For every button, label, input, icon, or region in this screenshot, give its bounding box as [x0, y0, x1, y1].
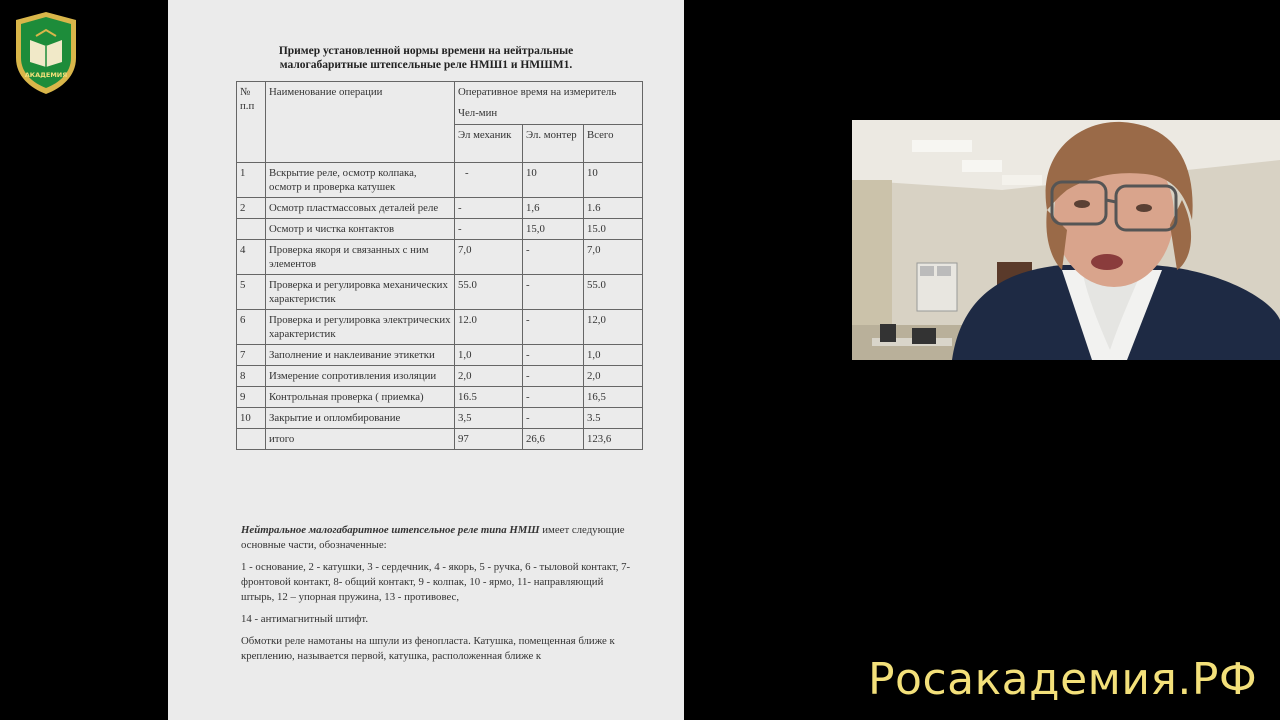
cell-electromechanic: -	[455, 219, 523, 240]
table-row	[237, 408, 643, 429]
cell-operation: Осмотр и чистка контактов	[266, 219, 455, 240]
cell-electrician: 10	[523, 163, 584, 198]
table-row	[237, 366, 643, 387]
cell-number	[237, 429, 266, 450]
title-line-1: Пример установленной нормы времени на нейтральные	[278, 45, 574, 57]
header-number: № п.п	[237, 82, 266, 163]
title-line-2: малогабаритные штепсельные реле НМШ1 и НМШМ1.	[279, 59, 573, 71]
cell-electromechanic: 97	[455, 429, 523, 450]
cell-number: 2	[237, 198, 266, 219]
cell-total: 1.6	[584, 198, 643, 219]
table-row	[237, 219, 643, 240]
cell-electrician: 1,6	[523, 198, 584, 219]
cell-total: 1,0	[584, 345, 643, 366]
cell-electrician: -	[523, 240, 584, 275]
header-operating-time	[455, 82, 643, 125]
paragraph-parts-list: 1 - основание, 2 - катушки, 3 - сердечник, 4 - якорь, 5 - ручка, 6 - тыловой контакт, 7- фронтовой контакт, 8- общий контакт, 9 - колпак, 10 - ярмо, 11- направляющий штырь, 12 – упорная пружина, 13 - противовес,	[241, 561, 631, 603]
cell-operation: Заполнение и наклеивание этикетки	[266, 345, 455, 366]
header-time-label: Оперативное время на измеритель	[458, 86, 617, 98]
cell-electrician: -	[523, 387, 584, 408]
cell-number: 9	[237, 387, 266, 408]
cell-number: 10	[237, 408, 266, 429]
cell-total: 16,5	[584, 387, 643, 408]
cell-number: 1	[237, 163, 266, 198]
table-header-row	[237, 82, 643, 125]
cell-operation: итого	[266, 429, 455, 450]
cell-operation: Закрытие и опломбирование	[266, 408, 455, 429]
paragraph-intro	[241, 523, 636, 553]
cell-electrician: -	[523, 310, 584, 345]
cell-number: 8	[237, 366, 266, 387]
cell-operation: Контрольная проверка ( приемка)	[266, 387, 455, 408]
cell-total: 55.0	[584, 275, 643, 310]
cell-electromechanic: 3,5	[455, 408, 523, 429]
table-row	[237, 429, 643, 450]
logo-text: АКАДЕМИЯ	[24, 71, 68, 79]
intro-rest: имеет следующие основные части, обозначенные:	[241, 524, 625, 551]
cell-electromechanic: 2,0	[455, 366, 523, 387]
cell-total: 7,0	[584, 240, 643, 275]
cell-operation: Осмотр пластмассовых деталей реле	[266, 198, 455, 219]
table-row	[237, 310, 643, 345]
cell-number: 5	[237, 275, 266, 310]
cell-total: 12,0	[584, 310, 643, 345]
relay-type-bold: Нейтральное малогабаритное штепсельное реле типа НМШ	[241, 524, 540, 536]
table-row	[237, 198, 643, 219]
cell-operation: Проверка якоря и связанных с ним элементов	[266, 240, 455, 275]
cell-electrician: -	[523, 408, 584, 429]
subheader-electromechanic: Эл механик	[455, 125, 523, 163]
table-row	[237, 275, 643, 310]
cell-electrician: 26,6	[523, 429, 584, 450]
cell-number: 7	[237, 345, 266, 366]
cell-operation: Вскрытие реле, осмотр колпака, осмотр и проверка катушек	[266, 163, 455, 198]
cell-operation: Проверка и регулировка электрических характеристик	[266, 310, 455, 345]
relay-description	[241, 523, 636, 671]
cell-electromechanic: 55.0	[455, 275, 523, 310]
cell-electromechanic: -	[455, 163, 523, 198]
cell-number	[237, 219, 266, 240]
cell-electromechanic: 7,0	[455, 240, 523, 275]
cell-operation: Проверка и регулировка механических характеристик	[266, 275, 455, 310]
subheader-electrician: Эл. монтер	[523, 125, 584, 163]
cell-total: 3.5	[584, 408, 643, 429]
subheader-total: Всего	[584, 125, 643, 163]
cell-number: 4	[237, 240, 266, 275]
cell-electromechanic: 12.0	[455, 310, 523, 345]
cell-electromechanic: -	[455, 198, 523, 219]
brand-watermark: Росакадемия.РФ	[868, 654, 1258, 705]
cell-total: 15.0	[584, 219, 643, 240]
cell-electrician: -	[523, 345, 584, 366]
cell-operation: Измерение сопротивления изоляции	[266, 366, 455, 387]
cell-electrician: 15,0	[523, 219, 584, 240]
header-unit-label: Чел-мин	[458, 107, 498, 119]
table-row	[237, 240, 643, 275]
table-row	[237, 163, 643, 198]
paragraph-windings: Обмотки реле намотаны на шпули из фенопласта. Катушка, помещенная ближе к креплению, называется первой, катушка, расположенная ближе к	[241, 635, 615, 662]
document-title	[168, 44, 684, 72]
cell-total: 10	[584, 163, 643, 198]
cell-electromechanic: 1,0	[455, 345, 523, 366]
cell-electrician: -	[523, 275, 584, 310]
cell-number: 6	[237, 310, 266, 345]
paragraph-pin: 14 - антимагнитный штифт.	[241, 613, 369, 625]
cell-total: 123,6	[584, 429, 643, 450]
table-row	[237, 345, 643, 366]
presenter-webcam	[852, 120, 1280, 360]
header-operation-name: Наименование операции	[266, 82, 455, 163]
document-page	[168, 0, 684, 720]
cell-total: 2,0	[584, 366, 643, 387]
cell-electrician: -	[523, 366, 584, 387]
cell-electromechanic: 16.5	[455, 387, 523, 408]
academy-logo	[12, 10, 80, 96]
table-row	[237, 387, 643, 408]
time-norms-table	[236, 81, 643, 450]
